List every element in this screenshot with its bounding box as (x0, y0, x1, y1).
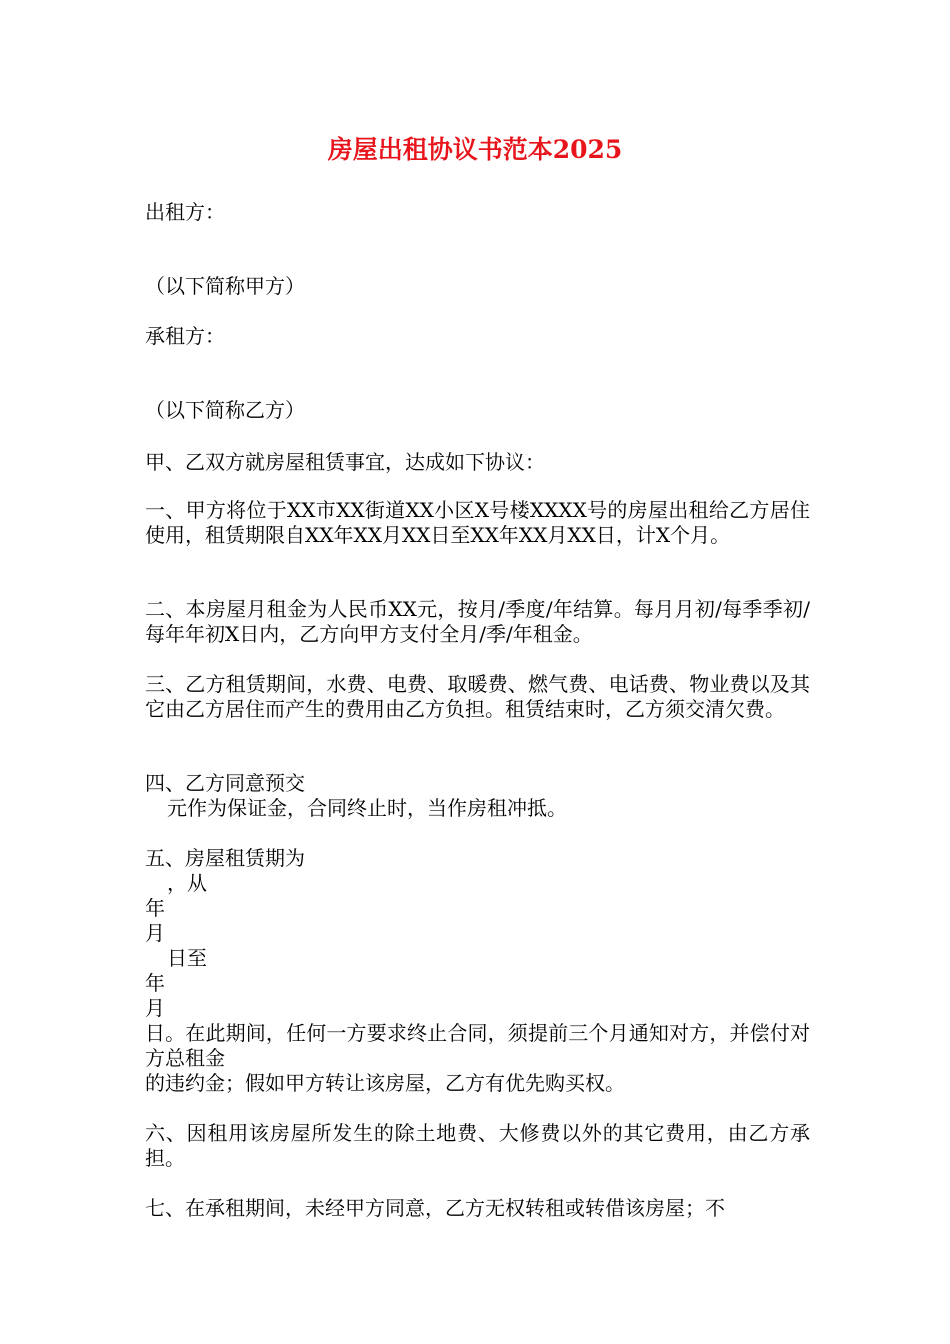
preamble: 甲、乙双方就房屋租赁事宜，达成如下协议： (145, 450, 545, 474)
clause-7: 七、在承租期间，未经甲方同意，乙方无权转租或转借该房屋；不 (145, 1196, 725, 1220)
clause-4-part-b: 元作为保证金，合同终止时，当作房租冲抵。 (167, 796, 567, 820)
clause-5-part-a: 五、房屋租赁期为 (145, 846, 305, 870)
clause-6: 六、因租用该房屋所发生的除土地费、大修费以外的其它费用，由乙方承担。 (145, 1121, 810, 1170)
lessee-abbreviation: （以下简称乙方） (145, 398, 305, 422)
clause-5-part-g: 月 (145, 996, 165, 1020)
clause-5-part-c: 年 (145, 896, 165, 920)
clause-2: 二、本房屋月租金为人民币XX元，按月/季度/年结算。每月月初/每季季初/每年年初X日内，乙方向甲方支付全月/季/年租金。 (145, 597, 810, 646)
clause-5-part-d: 月 (145, 921, 165, 945)
clause-4-part-a: 四、乙方同意预交 (145, 771, 305, 795)
document-title: 房屋出租协议书范本2025 (327, 135, 623, 164)
lessor-label: 出租方： (145, 200, 225, 224)
clause-5-part-f: 年 (145, 971, 165, 995)
clause-5-part-e: 日至 (167, 946, 207, 970)
clause-3: 三、乙方租赁期间，水费、电费、取暖费、燃气费、电话费、物业费以及其它由乙方居住而产生的费用由乙方负担。租赁结束时，乙方须交清欠费。 (145, 672, 810, 721)
lessee-label: 承租方： (145, 324, 225, 348)
lessor-abbreviation: （以下简称甲方） (145, 274, 305, 298)
clause-5-part-b: ，从 (167, 871, 207, 895)
clause-5-part-i: 的违约金；假如甲方转让该房屋，乙方有优先购买权。 (145, 1071, 625, 1095)
clause-1: 一、甲方将位于XX市XX街道XX小区X号楼XXXX号的房屋出租给乙方居住使用，租赁期限自XX年XX月XX日至XX年XX月XX日，计X个月。 (145, 498, 810, 547)
clause-5-part-h: 日。在此期间，任何一方要求终止合同，须提前三个月通知对方，并偿付对方总租金 (145, 1021, 810, 1070)
